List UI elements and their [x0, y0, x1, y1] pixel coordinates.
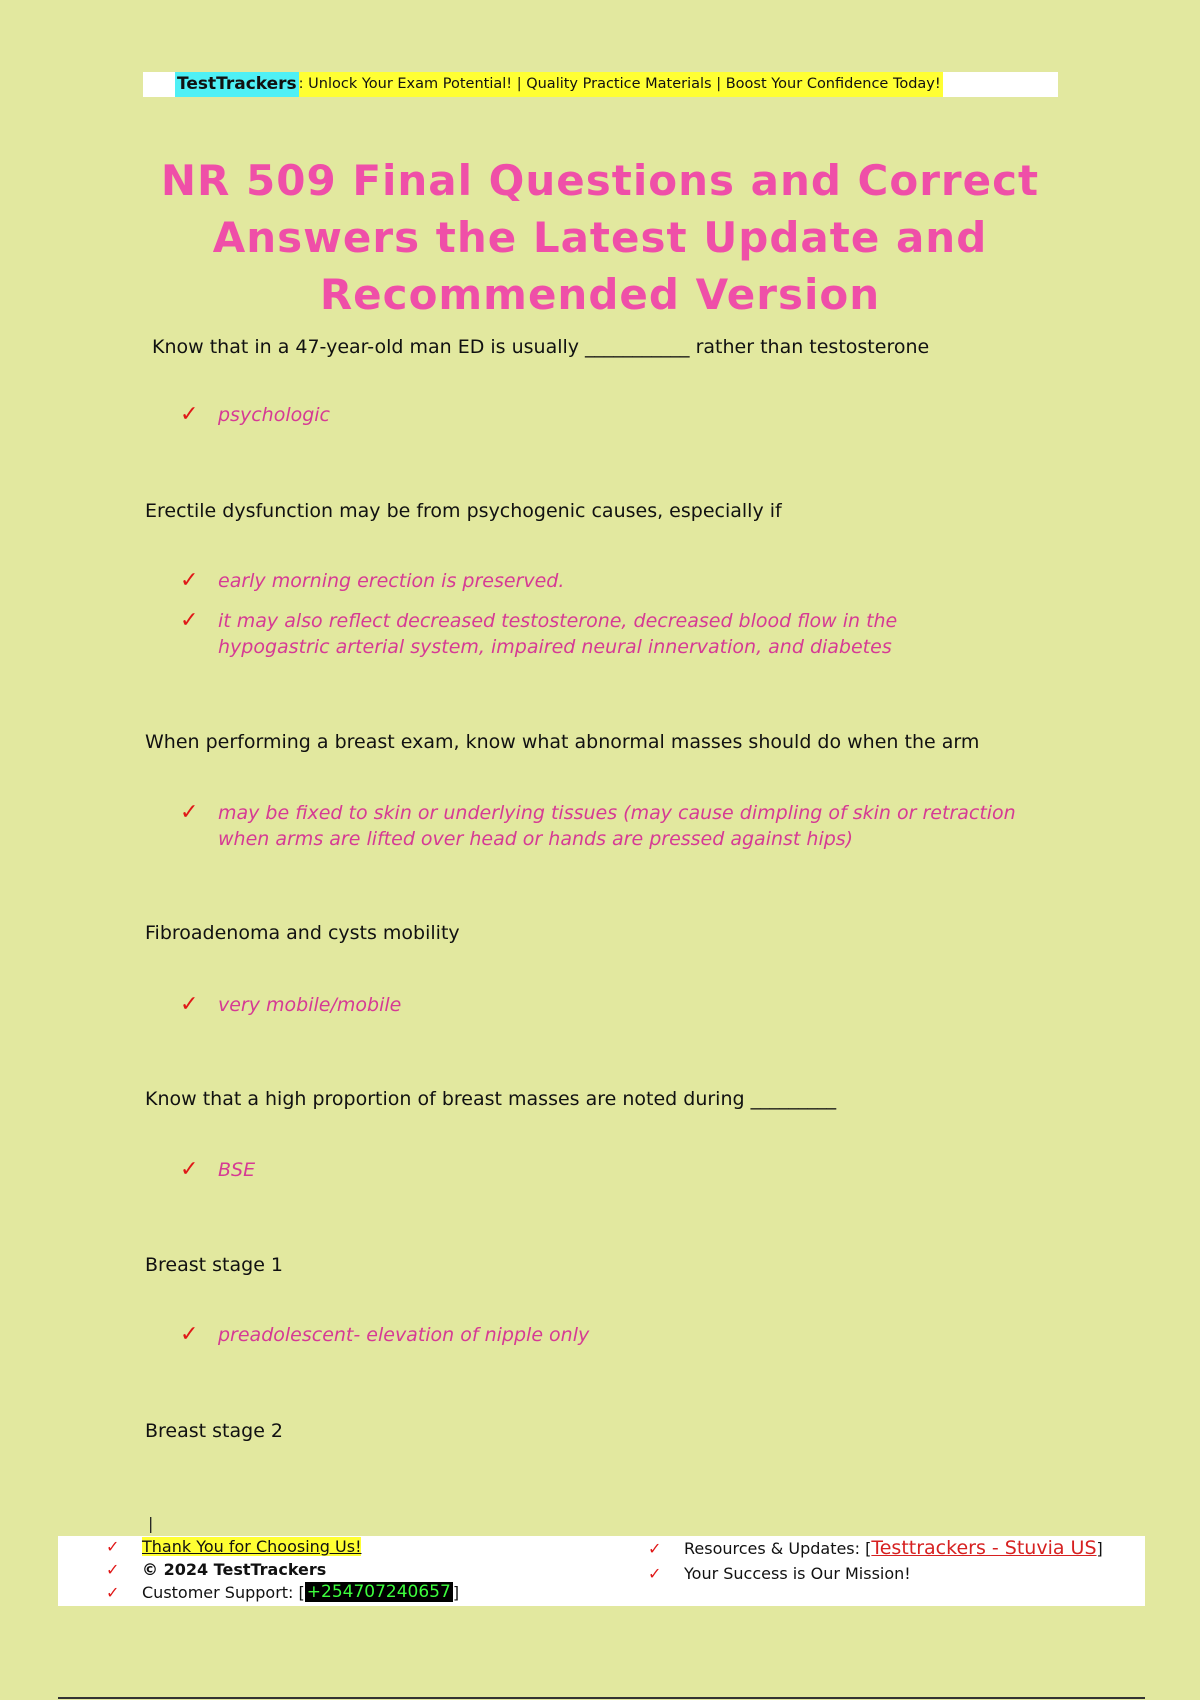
bottom-divider	[58, 1697, 1145, 1699]
check-icon: ✓	[180, 800, 199, 825]
header-separator: :	[298, 76, 304, 92]
answer-4-1	[180, 992, 1078, 1018]
support-close: ]	[452, 1582, 460, 1602]
question-6: Breast stage 1	[145, 1254, 284, 1276]
answer-text: BSE	[218, 1159, 256, 1181]
question-7: Breast stage 2	[145, 1420, 284, 1442]
answer-text: it may also reflect decreased testosterone, decreased blood flow in the hypogastric arterial system, impaired neural innervation, and diabetes	[218, 610, 898, 658]
check-icon: ✓	[648, 1564, 662, 1583]
title-line-3: Recommended Version	[319, 270, 881, 319]
answer-1-1	[180, 402, 1078, 428]
header-banner	[143, 72, 1058, 97]
brand-name: TestTrackers	[175, 72, 299, 97]
check-icon: ✓	[180, 992, 199, 1017]
answer-text: very mobile/mobile	[218, 994, 402, 1016]
footer-thank-you	[106, 1537, 361, 1556]
check-icon: ✓	[180, 1322, 199, 1347]
check-icon: ✓	[180, 1157, 199, 1182]
footer-mission	[648, 1564, 911, 1583]
resources-close: ]	[1096, 1538, 1103, 1558]
question-5: Know that a high proportion of breast masses are noted during _________	[145, 1088, 837, 1110]
title-line-1: NR 509 Final Questions and Correct	[160, 156, 1040, 205]
title-line-2: Answers the Latest Update and	[212, 213, 988, 262]
question-1: Know that in a 47-year-old man ED is usually ___________ rather than testosterone	[152, 336, 930, 358]
answer-text: early morning erection is preserved.	[218, 570, 565, 592]
answer-text: may be fixed to skin or underlying tissues (may cause dimpling of skin or retraction when arms are lifted over head or hands are pressed against hips)	[218, 802, 1016, 850]
answer-text: preadolescent- elevation of nipple only	[218, 1324, 590, 1346]
footer-copyright	[106, 1560, 326, 1579]
question-4: Fibroadenoma and cysts mobility	[145, 922, 460, 944]
answer-2-2	[180, 608, 1008, 660]
header-tagline-text: Unlock Your Exam Potential! | Quality Practice Materials | Boost Your Confidence Today!	[303, 76, 941, 92]
text-caret: |	[148, 1514, 154, 1533]
document-title	[140, 152, 1060, 323]
footer	[58, 1536, 1145, 1606]
resources-label: Resources & Updates: [	[684, 1538, 872, 1558]
check-icon: ✓	[106, 1537, 120, 1556]
footer-support	[106, 1582, 459, 1602]
resources-link[interactable]: Testtrackers - Stuvia US	[871, 1537, 1097, 1559]
question-2: Erectile dysfunction may be from psychogenic causes, especially if	[145, 500, 782, 522]
answer-text: psychologic	[218, 404, 331, 426]
footer-resources	[648, 1537, 1103, 1559]
copyright-text: © 2024 TestTrackers	[142, 1560, 327, 1579]
mission-text: Your Success is Our Mission!	[684, 1564, 911, 1583]
check-icon: ✓	[180, 402, 199, 427]
answer-6-1	[180, 1322, 1078, 1348]
header-tagline	[299, 72, 943, 97]
question-3: When performing a breast exam, know what abnormal masses should do when the arm	[145, 731, 980, 753]
answer-5-1	[180, 1157, 1078, 1183]
support-phone[interactable]: +254707240657	[306, 1582, 451, 1602]
answer-3-1	[180, 800, 1068, 852]
answer-2-1	[180, 568, 1078, 594]
check-icon: ✓	[180, 568, 199, 593]
thank-you-text: Thank You for Choosing Us!	[142, 1537, 362, 1556]
check-icon: ✓	[106, 1582, 120, 1602]
support-label: Customer Support: [	[142, 1582, 305, 1602]
check-icon: ✓	[106, 1560, 120, 1579]
check-icon: ✓	[180, 608, 199, 633]
check-icon: ✓	[648, 1538, 662, 1558]
